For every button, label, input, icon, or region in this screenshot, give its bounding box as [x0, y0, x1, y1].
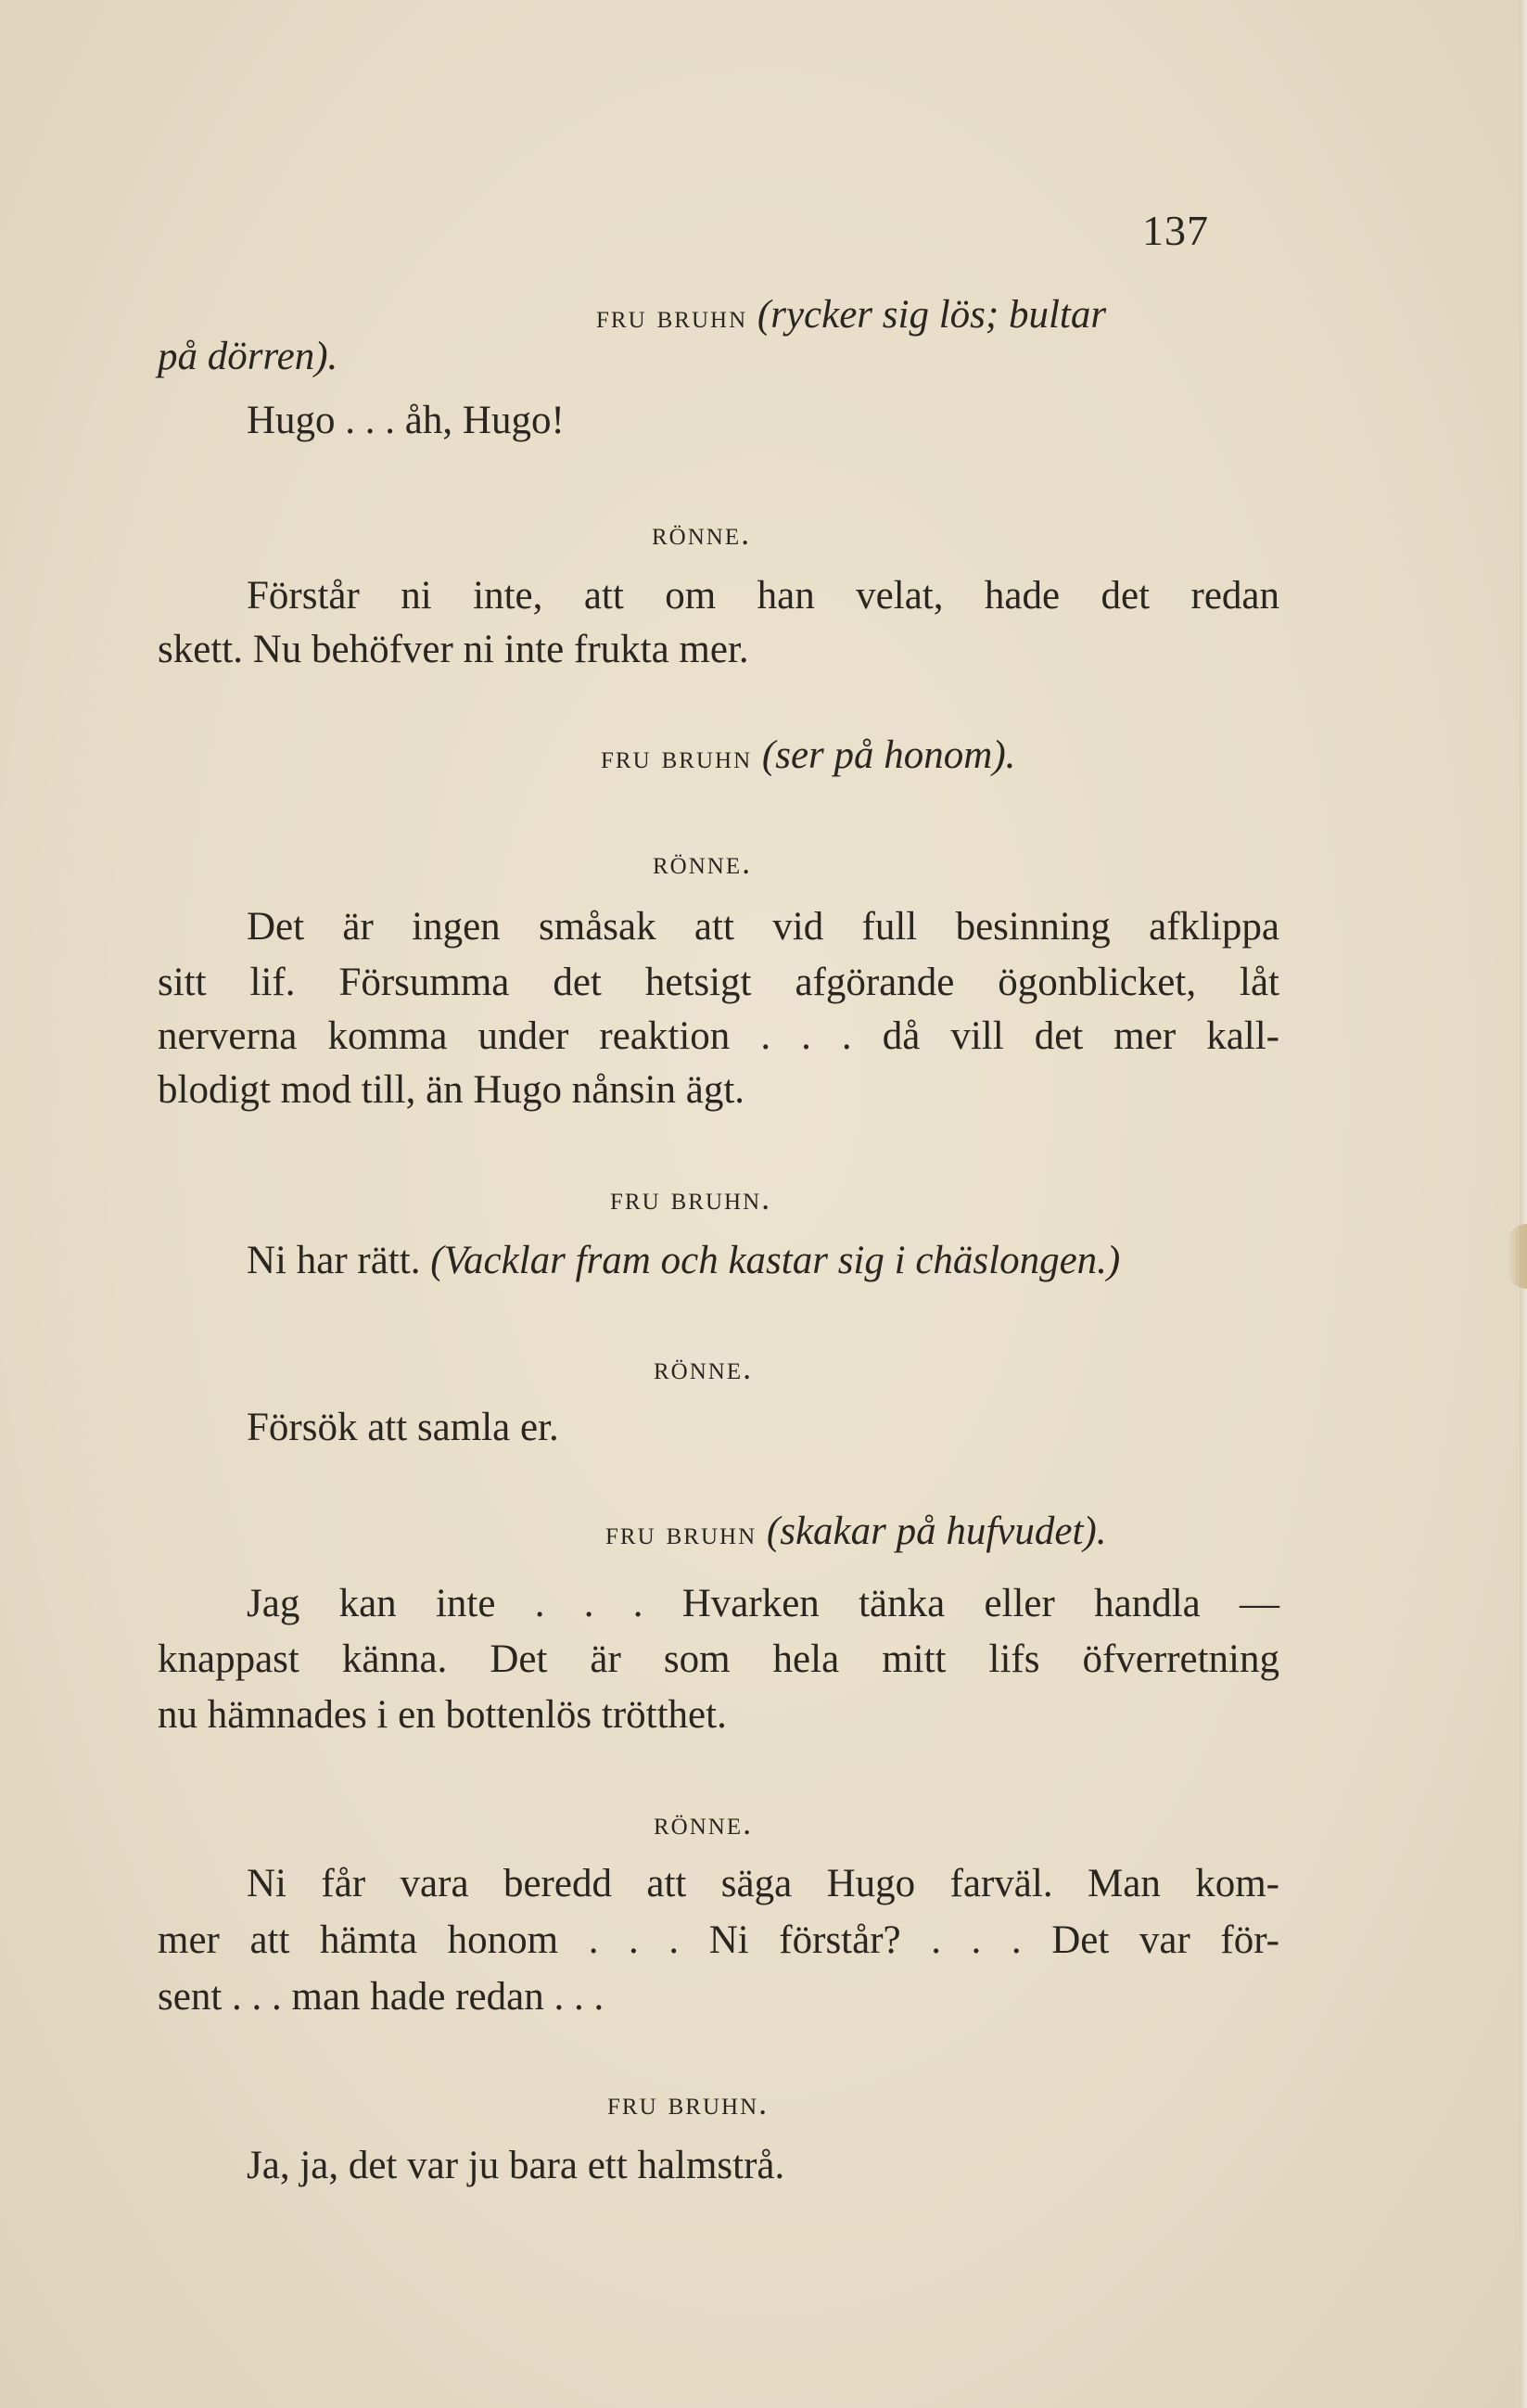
- dialogue-line: [247, 1233, 1120, 1289]
- dialogue-line: sent . . . man hade redan . . .: [158, 1975, 604, 2019]
- dialogue-line: Försök att samla er.: [247, 1406, 559, 1449]
- dialogue-line: Hugo . . . åh, Hugo!: [247, 399, 565, 442]
- dialogue-line: mer att hämta honom . . . Ni förstår? . . . Det var för-: [158, 1918, 1279, 1962]
- dialogue-line: nu hämnades i en bottenlös trötthet.: [158, 1693, 727, 1737]
- dialogue-line: blodigt mod till, än Hugo nånsin ägt.: [158, 1068, 745, 1112]
- stage-direction: (skakar på hufvudet).: [766, 1510, 1107, 1553]
- dialogue-line: Ni får vara beredd att säga Hugo farväl. Man kom-: [247, 1862, 1279, 1905]
- speaker-heading: [605, 1504, 1107, 1561]
- page-edge: [1520, 0, 1527, 2408]
- speaker-heading: rönne.: [652, 515, 752, 552]
- speaker-heading: fru bruhn.: [607, 2084, 770, 2121]
- dialogue-line: sitt lif. Försumma det hetsigt afgörande ögonblicket, låt: [158, 961, 1279, 1004]
- dialogue-text: Ni har rätt.: [247, 1239, 421, 1282]
- speaker-name: fru bruhn: [601, 738, 753, 775]
- speaker-heading: [601, 728, 1015, 784]
- speaker-heading: fru bruhn.: [610, 1179, 772, 1217]
- speaker-heading: rönne.: [654, 1804, 754, 1841]
- dialogue-line: knappast känna. Det är som hela mitt lifs öfverretning: [158, 1637, 1279, 1681]
- stage-direction-continued: på dörren).: [158, 335, 338, 378]
- speaker-name: fru bruhn: [596, 298, 748, 335]
- dialogue-line: Jag kan inte . . . Hvarken tänka eller handla —: [247, 1582, 1279, 1625]
- speaker-heading: rönne.: [653, 844, 753, 881]
- page-tab-mark: [1507, 1224, 1527, 1289]
- stage-direction: (rycker sig lös; bultar: [757, 293, 1107, 337]
- dialogue-line: Det är ingen småsak att vid full besinning afklippa: [247, 905, 1279, 949]
- dialogue-line: skett. Nu behöfver ni inte frukta mer.: [158, 628, 749, 671]
- stage-direction: (Vacklar fram och kastar sig i chäslongen.): [430, 1239, 1121, 1282]
- dialogue-line: Ja, ja, det var ju bara ett halmstrå.: [247, 2144, 785, 2187]
- speaker-heading: [596, 287, 1106, 344]
- dialogue-line: Förstår ni inte, att om han velat, hade det redan: [247, 574, 1279, 618]
- speaker-name: fru bruhn: [605, 1514, 757, 1551]
- speaker-heading: rönne.: [654, 1349, 754, 1386]
- stage-direction: (ser på honom).: [761, 733, 1016, 777]
- dialogue-line: nerverna komma under reaktion . . . då vill det mer kall-: [158, 1014, 1279, 1058]
- page-number: 137: [1142, 207, 1209, 254]
